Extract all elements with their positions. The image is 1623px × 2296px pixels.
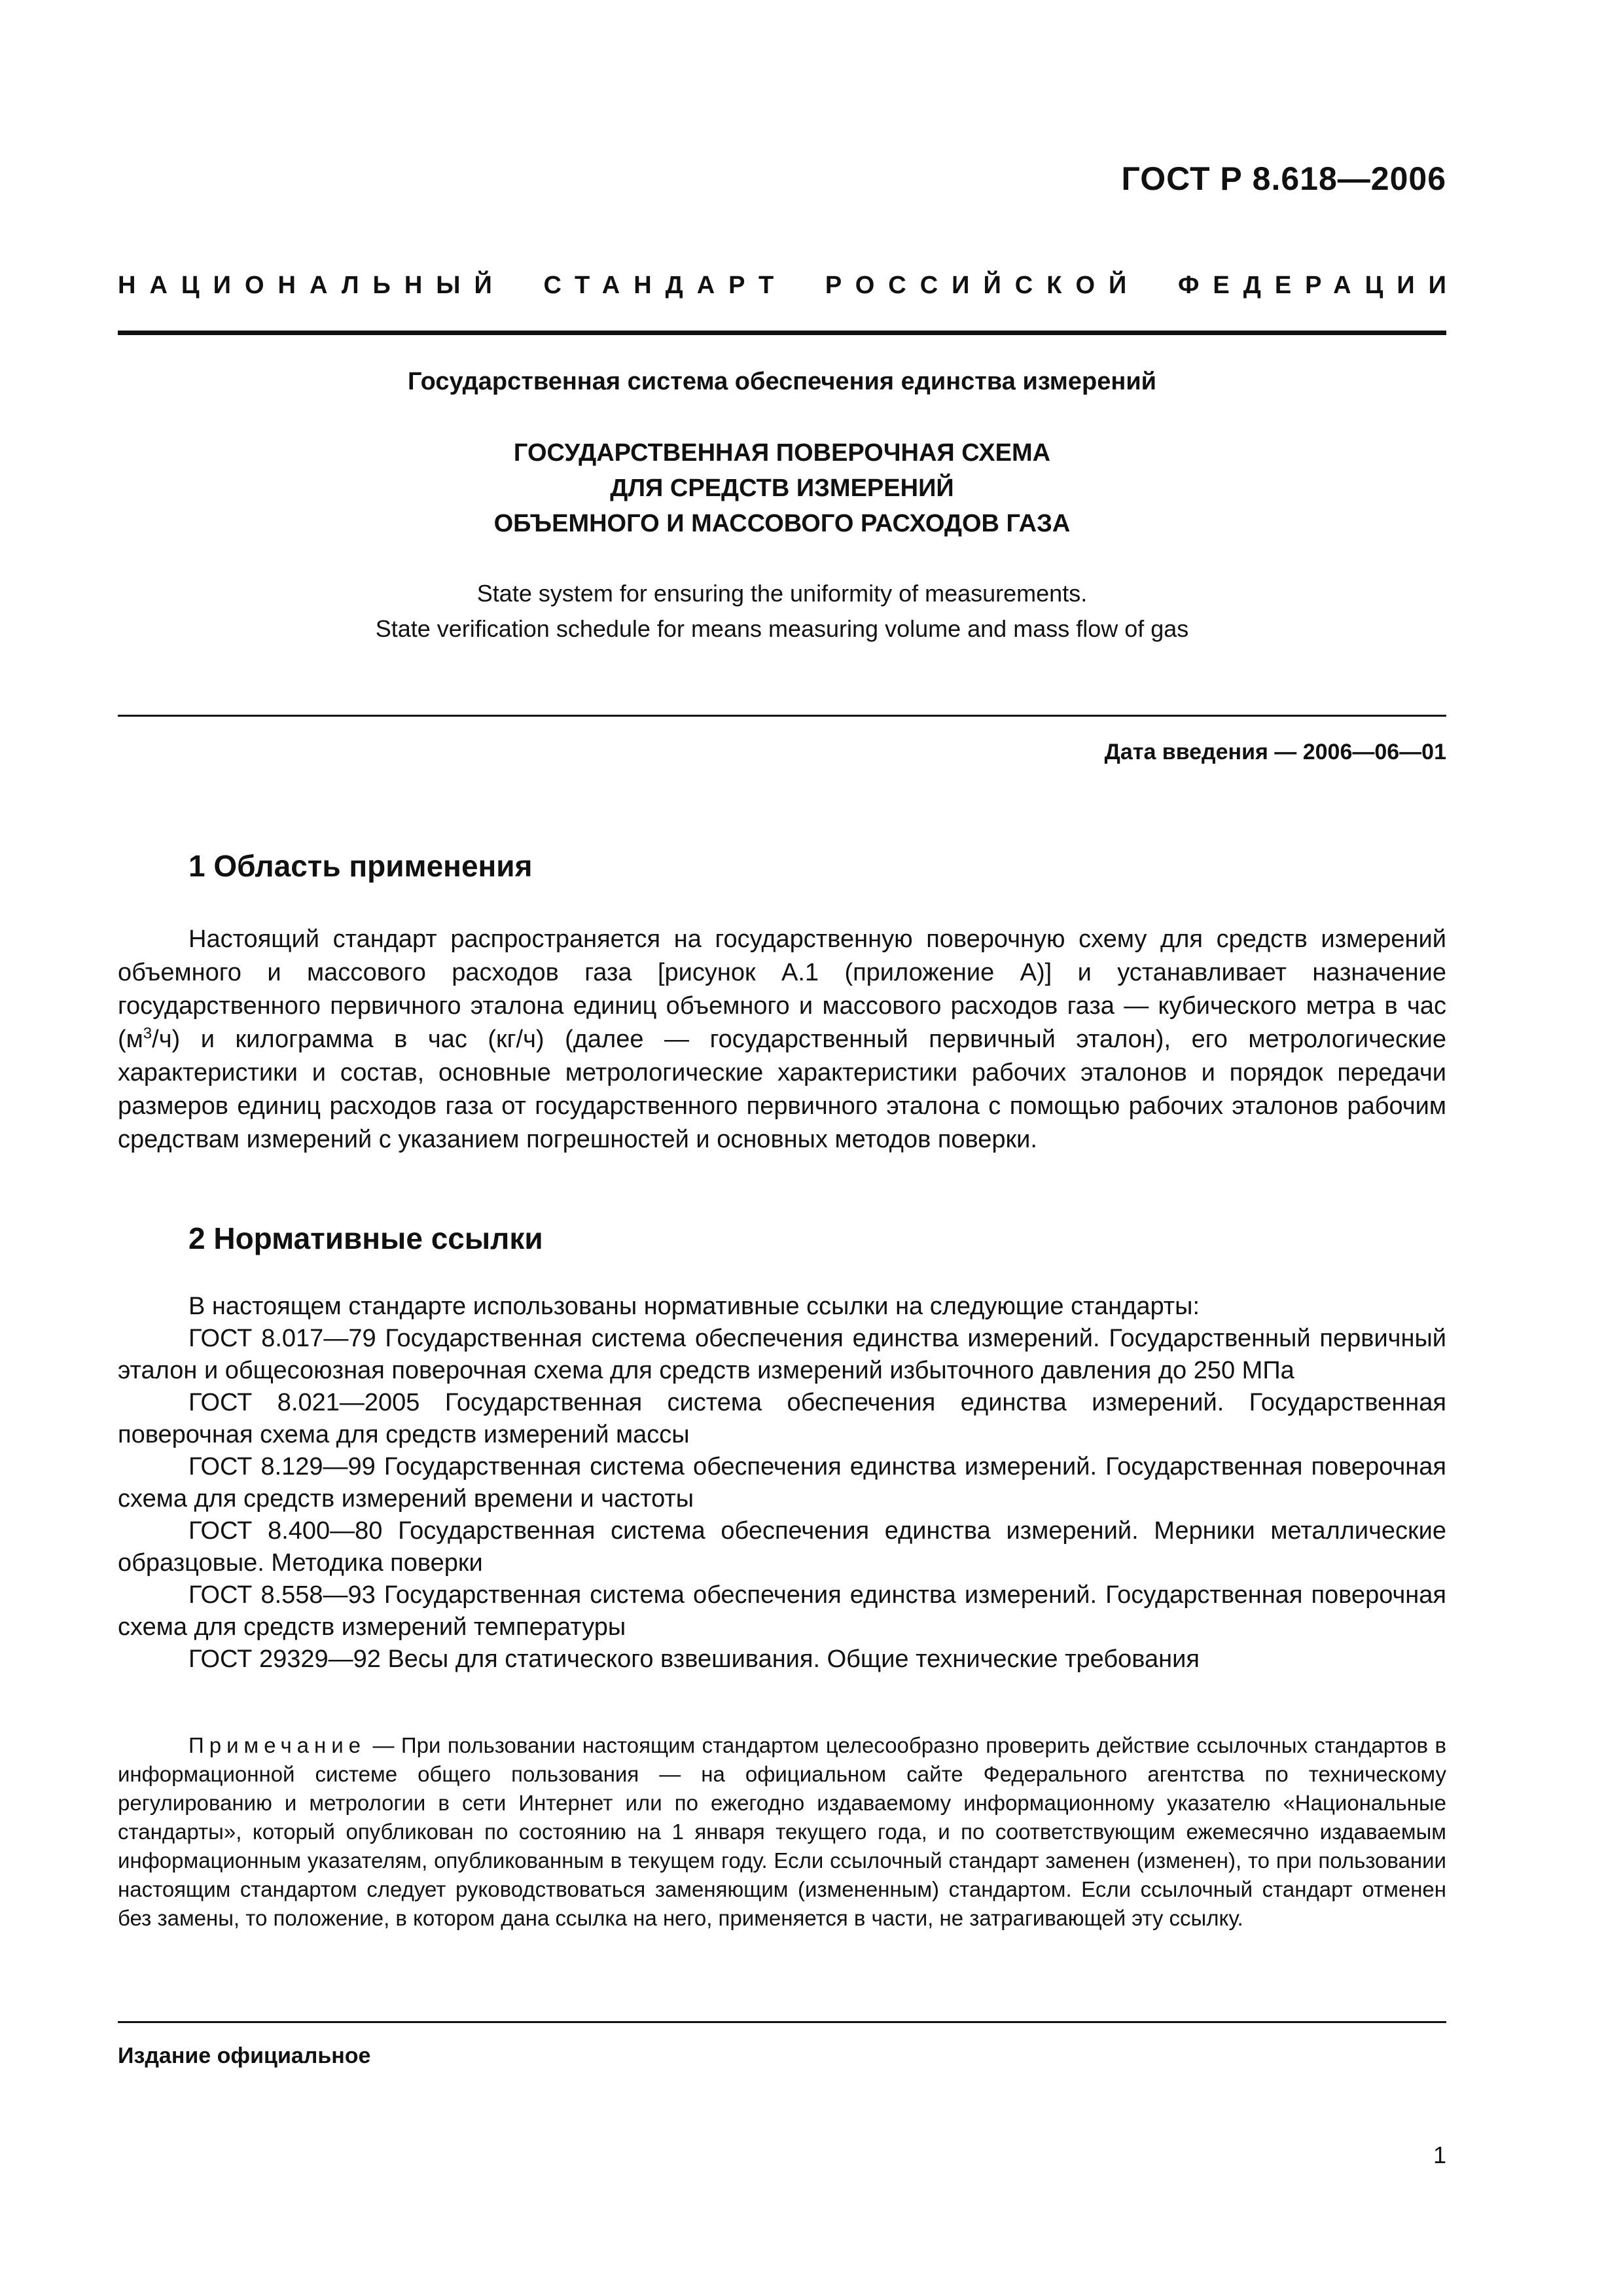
banner-word: СТАНДАРТ [543,272,788,299]
official-edition-label: Издание официальное [118,2043,371,2068]
scope-paragraph [118,923,1446,1157]
note-text: — При пользовании настоящим стандартом целесообразно проверить действие ссылочных стандартов в информационной системе общего пользования — на официальном сайте Федерального агентства по техническому регулированию и метрологии в сети Интернет или по ежегодно издаваемому информационному указателю «Национальные стандарты», который опубликован по состоянию на 1 января текущего года, и по соответствующим ежемесячно издаваемым информационным указателям, опубликованным в текущем году. Если ссылочный стандарт заменен (изменен), то при пользовании настоящим стандартом следует руководствоваться заменяющим (измененным) стандартом. Если ссылочный стандарт отменен без замены, то положение, в котором дана ссылка на него, применяется в части, не затрагивающей эту ссылку. [118,1733,1446,1930]
scope-text: Настоящий стандарт распространяется на государственную поверочную схему для средств измерений объемного и массового расходов газа [рисунок А.1 (приложение А)] и устанавливает назначение государственного первичного эталона единиц объемного и массового расходов газа — кубического метра в час (м [118,925,1446,1053]
document-code: ГОСТ Р 8.618—2006 [1121,160,1446,197]
national-standard-banner [118,272,1460,300]
note-label: Примечание [188,1733,366,1757]
standard-title-line: ГОСУДАРСТВЕННАЯ ПОВЕРОЧНАЯ СХЕМА [513,439,1051,467]
superscript: 3 [143,1024,152,1043]
section-heading-references: 2 Нормативные ссылки [188,1221,543,1255]
standard-title-line: ДЛЯ СРЕДСТВ ИЗМЕРЕНИЙ [610,475,954,502]
scope-text: /ч) и килограмма в час (кг/ч) (далее — государственный первичный эталон), его метрологические характеристики и состав, основные метрологические характеристики рабочих эталонов и порядок передачи размеров единиц расходов газа от государственного первичного эталона с помощью рабочих эталонов рабочим средствам измерений с указанием погрешностей и основных методов поверки. [118,1026,1446,1153]
reference-item: ГОСТ 8.129—99 Государственная система обеспечения единства измерений. Государственная поверочная схема для средств измерений времени и частоты [118,1453,1446,1513]
title-divider [118,715,1446,717]
banner-word: ФЕДЕРАЦИИ [1177,272,1460,299]
standard-title [118,435,1446,541]
english-title-line: State verification schedule for means measuring volume and mass flow of gas [375,615,1189,642]
header-divider [118,331,1446,335]
reference-item: ГОСТ 8.558—93 Государственная система обеспечения единства измерений. Государственная поверочная схема для средств измерений температуры [118,1581,1446,1641]
page-number: 1 [1433,2142,1446,2168]
reference-item: ГОСТ 8.017—79 Государственная система обеспечения единства измерений. Государственный первичный эталон и общесоюзная поверочная схема для средств измерений избыточного давления до 250 МПа [118,1325,1446,1384]
introduction-date: Дата введения — 2006—06—01 [1104,740,1446,764]
banner-word: НАЦИОНАЛЬНЫЙ [118,272,506,299]
system-title: Государственная система обеспечения единства измерений [407,368,1157,395]
standard-title-line: ОБЪЕМНОГО И МАССОВОГО РАСХОДОВ ГАЗА [493,510,1071,537]
reference-item: ГОСТ 29329—92 Весы для статического взвешивания. Общие технические требования [188,1645,1200,1673]
section-heading-scope: 1 Область применения [188,849,533,883]
references-list [118,1291,1446,1676]
banner-word: РОССИЙСКОЙ [825,272,1141,299]
reference-item: ГОСТ 8.400—80 Государственная система обеспечения единства измерений. Мерники металлические образцовые. Методика поверки [118,1517,1446,1577]
note-paragraph [118,1731,1446,1933]
reference-item: ГОСТ 8.021—2005 Государственная система обеспечения единства измерений. Государственная поверочная схема для средств измерений массы [118,1389,1446,1448]
english-title [118,576,1446,647]
footer-divider [118,2021,1446,2023]
references-intro: В настоящем стандарте использованы нормативные ссылки на следующие стандарты: [188,1293,1200,1320]
english-title-line: State system for ensuring the uniformity of measurements. [476,580,1088,607]
